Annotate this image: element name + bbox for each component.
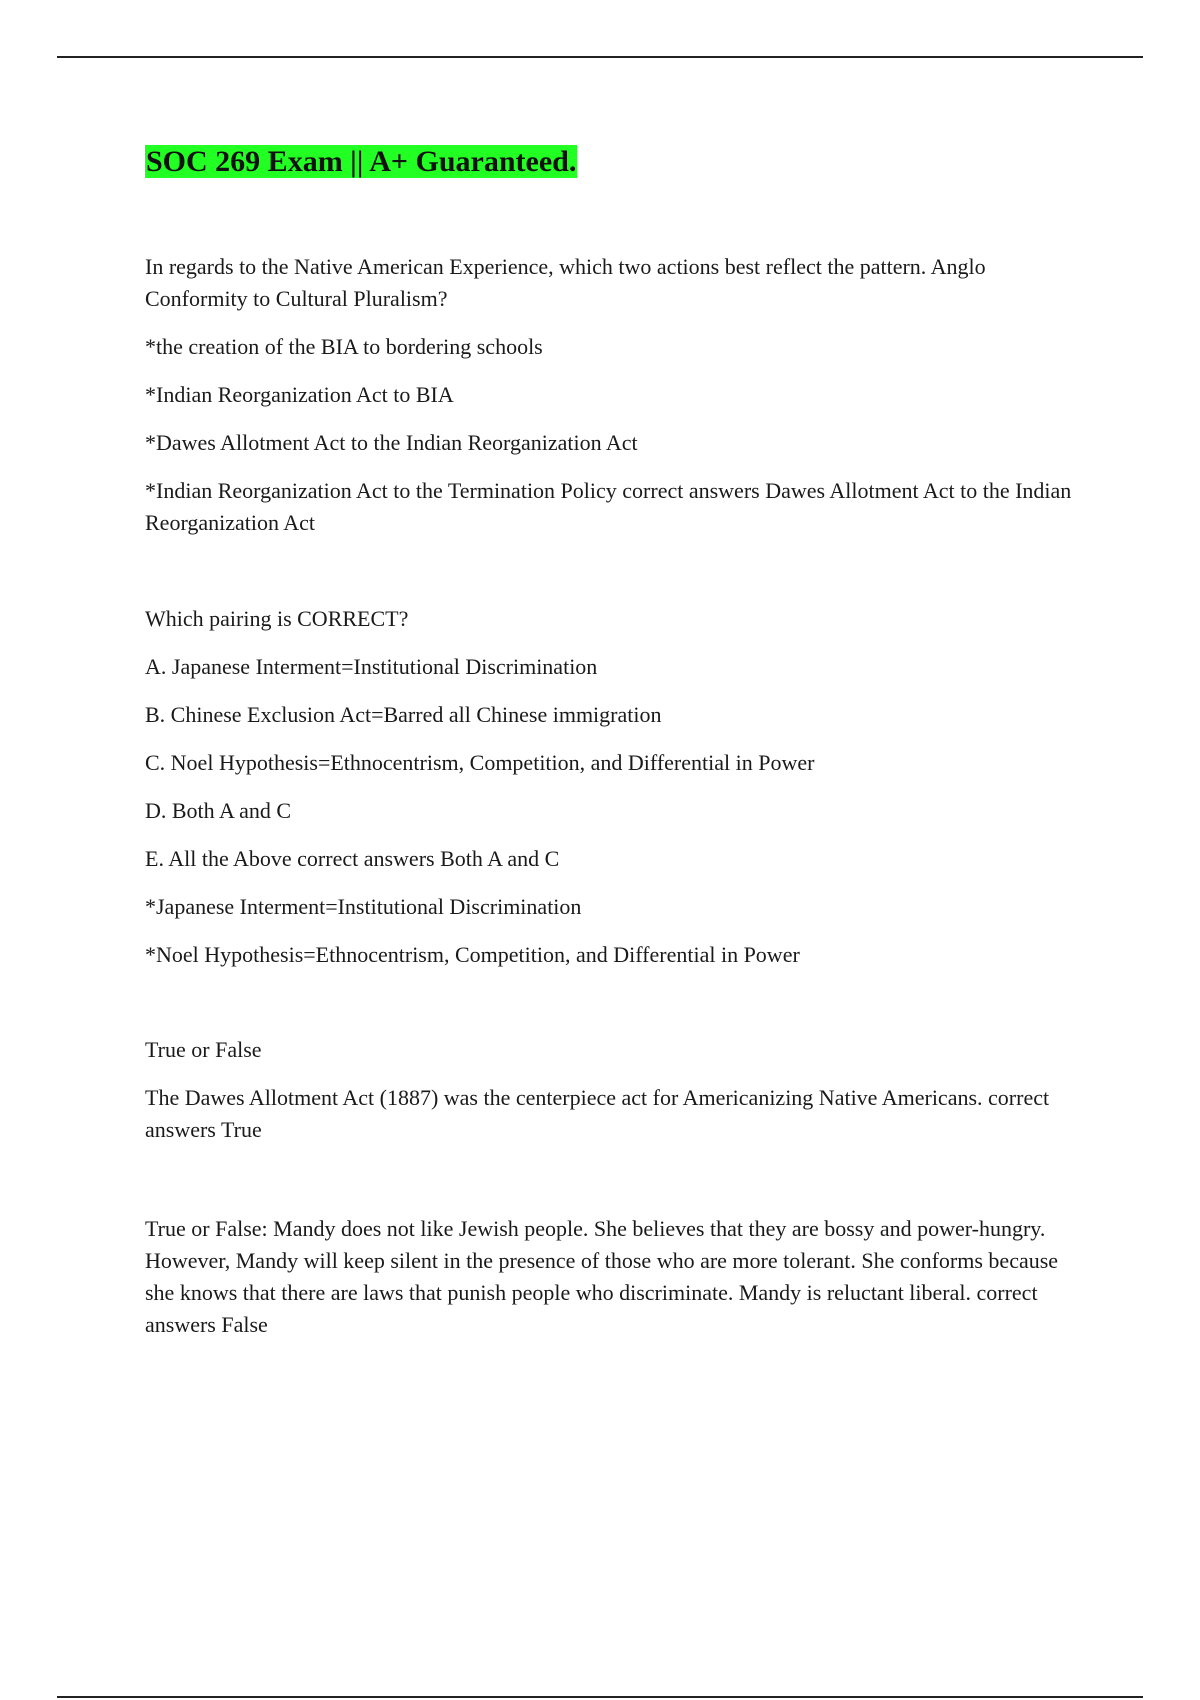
header-rule — [57, 56, 1143, 58]
answer-option: C. Noel Hypothesis=Ethnocentrism, Competition, and Differential in Power — [145, 750, 815, 775]
answer-option: *Noel Hypothesis=Ethnocentrism, Competition, and Differential in Power — [145, 942, 800, 967]
answer-option: *Indian Reorganization Act to BIA — [145, 382, 454, 407]
question-block-3 — [145, 1034, 1075, 1146]
question-statement: The Dawes Allotment Act (1887) was the centerpiece act for Americanizing Native Americans. correct answers True — [145, 1085, 1050, 1142]
question-text: Which pairing is CORRECT? — [145, 606, 409, 631]
answer-option: E. All the Above correct answers Both A and C — [145, 846, 560, 871]
answer-option: B. Chinese Exclusion Act=Barred all Chinese immigration — [145, 702, 662, 727]
answer-option: A. Japanese Interment=Institutional Discrimination — [145, 654, 598, 679]
answer-option: *Japanese Interment=Institutional Discrimination — [145, 894, 582, 919]
document-title — [145, 144, 577, 180]
footer-rule — [57, 1696, 1143, 1698]
question-text: In regards to the Native American Experience, which two actions best reflect the pattern. Anglo Conformity to Cultural Pluralism? — [145, 254, 986, 311]
document-title-highlight: SOC 269 Exam || A+ Guaranteed. — [146, 145, 577, 178]
question-text: True or False: Mandy does not like Jewish people. She believes that they are bossy and power-hungry. However, Mandy will keep silent in the presence of those who are more tolerant. She conforms because she knows that there are laws that punish people who discriminate. Mandy is reluctant liberal. correct answers False — [145, 1216, 1059, 1337]
question-block-4 — [145, 1213, 1075, 1341]
answer-option: *Indian Reorganization Act to the Termination Policy correct answers Dawes Allotment Act to the Indian Reorganization Act — [145, 478, 1072, 535]
question-block-2 — [145, 603, 1075, 971]
answer-option: *the creation of the BIA to bordering schools — [145, 334, 543, 359]
question-text: True or False — [145, 1037, 262, 1062]
question-block-1 — [145, 251, 1075, 539]
answer-option: *Dawes Allotment Act to the Indian Reorganization Act — [145, 430, 638, 455]
answer-option: D. Both A and C — [145, 798, 292, 823]
